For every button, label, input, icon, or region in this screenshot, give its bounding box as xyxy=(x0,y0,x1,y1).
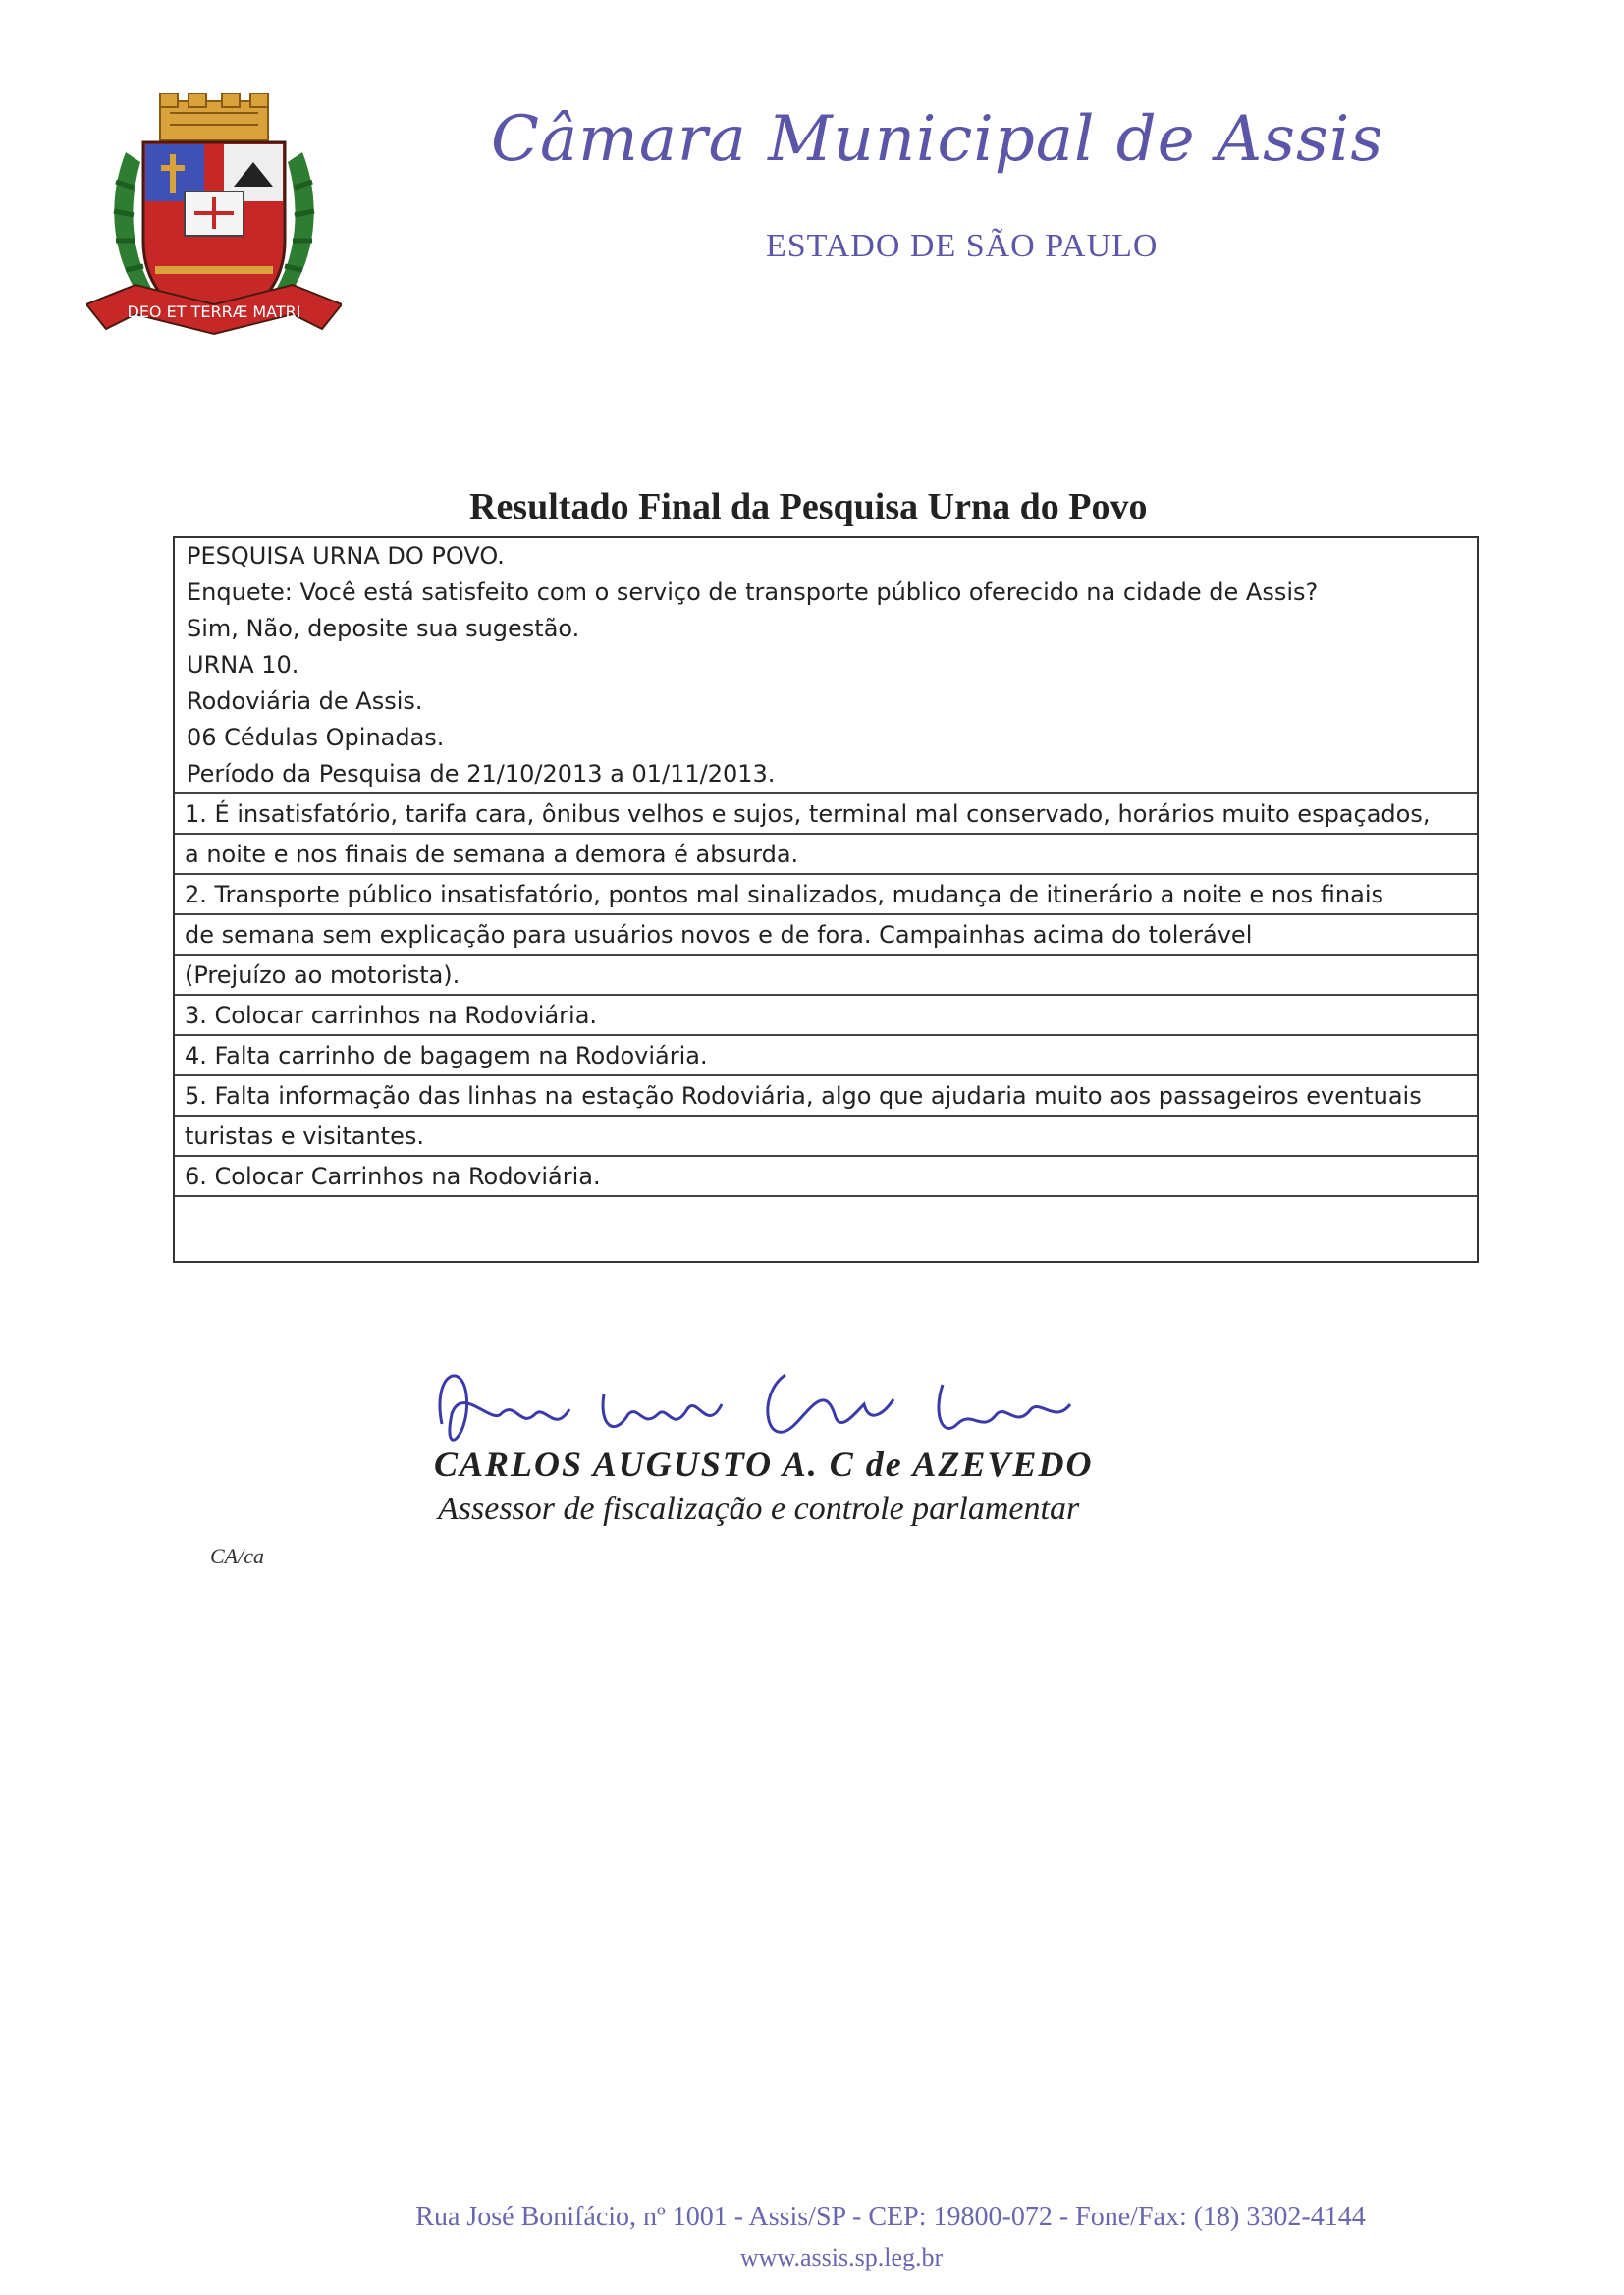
table-row: a noite e nos finais de semana a demora é absurda. xyxy=(175,833,1477,873)
table-row: turistas e visitantes. xyxy=(175,1115,1477,1155)
info-line: Enquete: Você está satisfeito com o serviço de transporte público oferecido na cidade de Assis? xyxy=(187,578,1319,606)
table-row: 4. Falta carrinho de bagagem na Rodoviária. xyxy=(175,1034,1477,1074)
info-line: 06 Cédulas Opinadas. xyxy=(187,724,445,751)
table-row: 1. É insatisfatório, tarifa cara, ônibus velhos e sujos, terminal mal conservado, horários muito espaçados, xyxy=(175,792,1477,833)
survey-info-block xyxy=(175,538,1477,792)
table-row xyxy=(175,1195,1477,1237)
info-line: Período da Pesquisa de 21/10/2013 a 01/11/2013. xyxy=(187,760,776,788)
info-line: PESQUISA URNA DO POVO. xyxy=(187,542,505,570)
table-row: 2. Transporte público insatisfatório, pontos mal sinalizados, mudança de itinerário a noite e nos finais xyxy=(175,873,1477,913)
table-row: de semana sem explicação para usuários novos e de fora. Campainhas acima do tolerável xyxy=(175,913,1477,954)
info-line: Sim, Não, deposite sua sugestão. xyxy=(187,615,580,642)
crest-motto: DEO ET TERRÆ MATRI xyxy=(127,302,301,321)
table-row: 6. Colocar Carrinhos na Rodoviária. xyxy=(175,1155,1477,1195)
state-name: ESTADO DE SÃO PAULO xyxy=(766,228,1159,264)
institution-name: Câmara Municipal de Assis xyxy=(491,103,1384,176)
table-row: (Prejuízo ao motorista). xyxy=(175,954,1477,994)
reference-initials: CA/ca xyxy=(210,1544,264,1568)
footer-address: Rua José Bonifácio, nº 1001 - Assis/SP - CEP: 19800-072 - Fone/Fax: (18) 3302-4144 xyxy=(415,2202,1366,2232)
report-title: Resultado Final da Pesquisa Urna do Povo xyxy=(469,486,1148,527)
table-row: 5. Falta informação das linhas na estação Rodoviária, algo que ajudaria muito aos passageiros eventuais xyxy=(175,1074,1477,1115)
survey-results-table xyxy=(173,536,1479,1263)
table-row: 3. Colocar carrinhos na Rodoviária. xyxy=(175,994,1477,1034)
footer-website: www.assis.sp.leg.br xyxy=(739,2243,944,2271)
signer-role: Assessor de fiscalização e controle parlamentar xyxy=(438,1491,1080,1527)
info-line: Rodoviária de Assis. xyxy=(187,687,423,715)
signer-name: CARLOS AUGUSTO A. C de AZEVEDO xyxy=(434,1445,1094,1484)
coat-of-arms-logo xyxy=(86,93,342,358)
info-line: URNA 10. xyxy=(187,651,299,679)
